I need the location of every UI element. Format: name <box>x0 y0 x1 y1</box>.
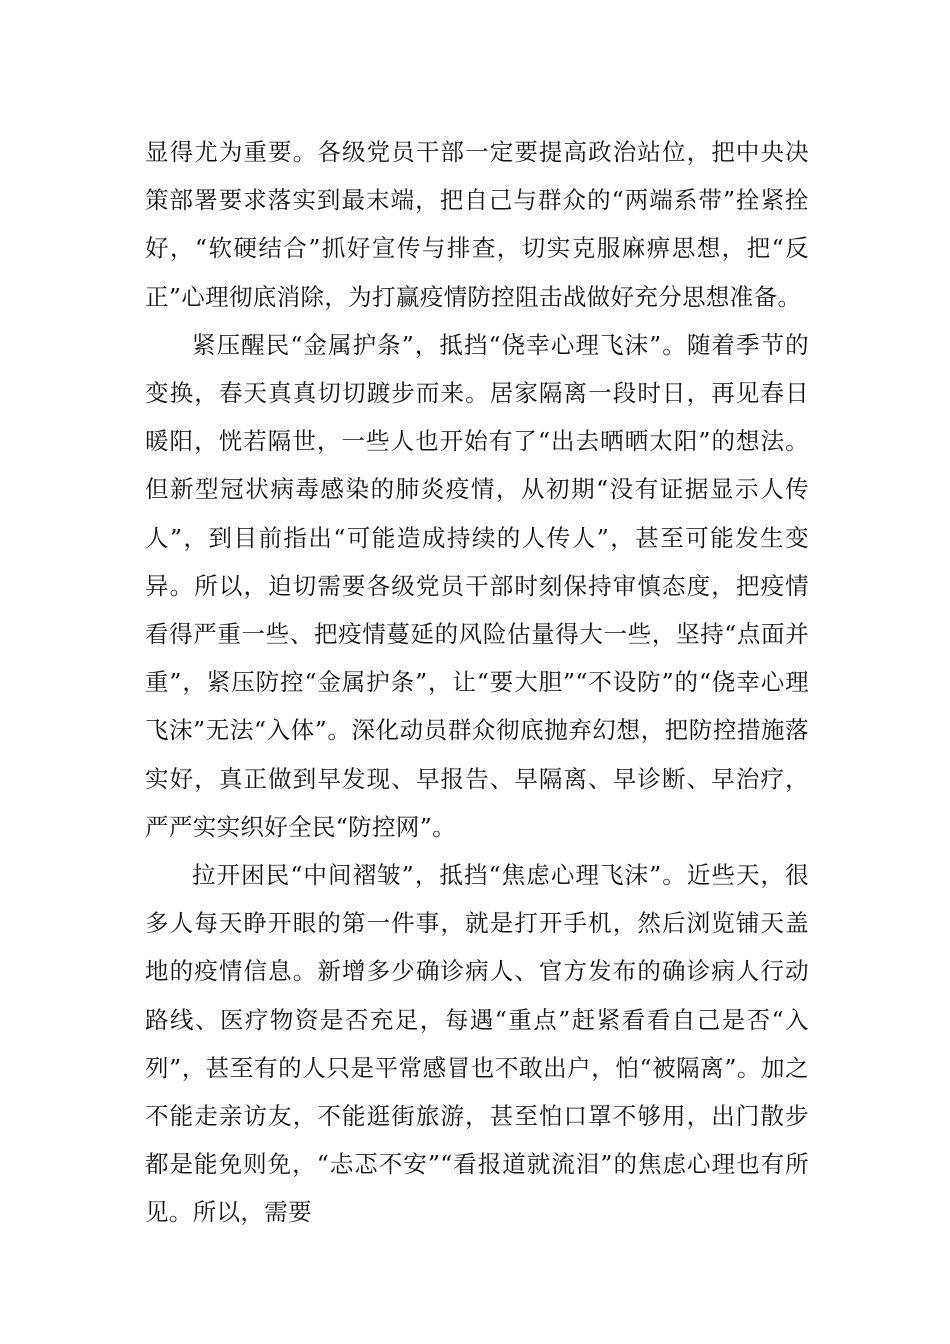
paragraph-middle-pleats: 拉开困民“中间褶皱”，抵挡“焦虑心理飞沫”。近些天，很多人每天睁开眼的第一件事，就是打开手机，然后浏览铺天盖地的疫情信息。新增多少确诊病人、官方发布的确诊病人行动路线、医疗物资是否充足，每遇“重点”赶紧看看自己是否“入列”，甚至有的人只是平常感冒也不敢出户，怕“被隔离”。加之不能走亲访友，不能逛街旅游，甚至怕口罩不够用，出门散步都是能免则免，“忐忑不安”“看报道就流泪”的焦虑心理也有所见。所以，需要 <box>145 861 809 1227</box>
paragraph-continuation: 显得尤为重要。各级党员干部一定要提高政治站位，把中央决策部署要求落实到最末端，把自己与群众的“两端系带”拴紧拴好，“软硬结合”抓好宣传与排查，切实克服麻痹思想，把“反正”心理彻底消除，为打赢疫情防控阻击战做好充分思想准备。 <box>145 138 809 311</box>
paragraph-metal-strip: 紧压醒民“金属护条”，抵挡“侥幸心理飞沫”。随着季节的变换，春天真真切切踱步而来。居家隔离一段时日，再见春日暖阳，恍若隔世，一些人也开始有了“出去晒晒太阳”的想法。但新型冠状病毒感染的肺炎疫情，从初期“没有证据显示人传人”，到目前指出“可能造成持续的人传人”，甚至可能发生变异。所以，迫切需要各级党员干部时刻保持审慎态度，把疫情看得严重一些、把疫情蔓延的风险估量得大一些，坚持“点面并重”，紧压防控“金属护条”，让“要大胆”“不设防”的“侥幸心理飞沫”无法“入体”。深化动员群众彻底抛弃幻想，把防控措施落实好，真正做到早发现、早报告、早隔离、早诊断、早治疗，严严实实织好全民“防控网”。 <box>145 330 809 841</box>
document-body <box>145 128 809 1237</box>
